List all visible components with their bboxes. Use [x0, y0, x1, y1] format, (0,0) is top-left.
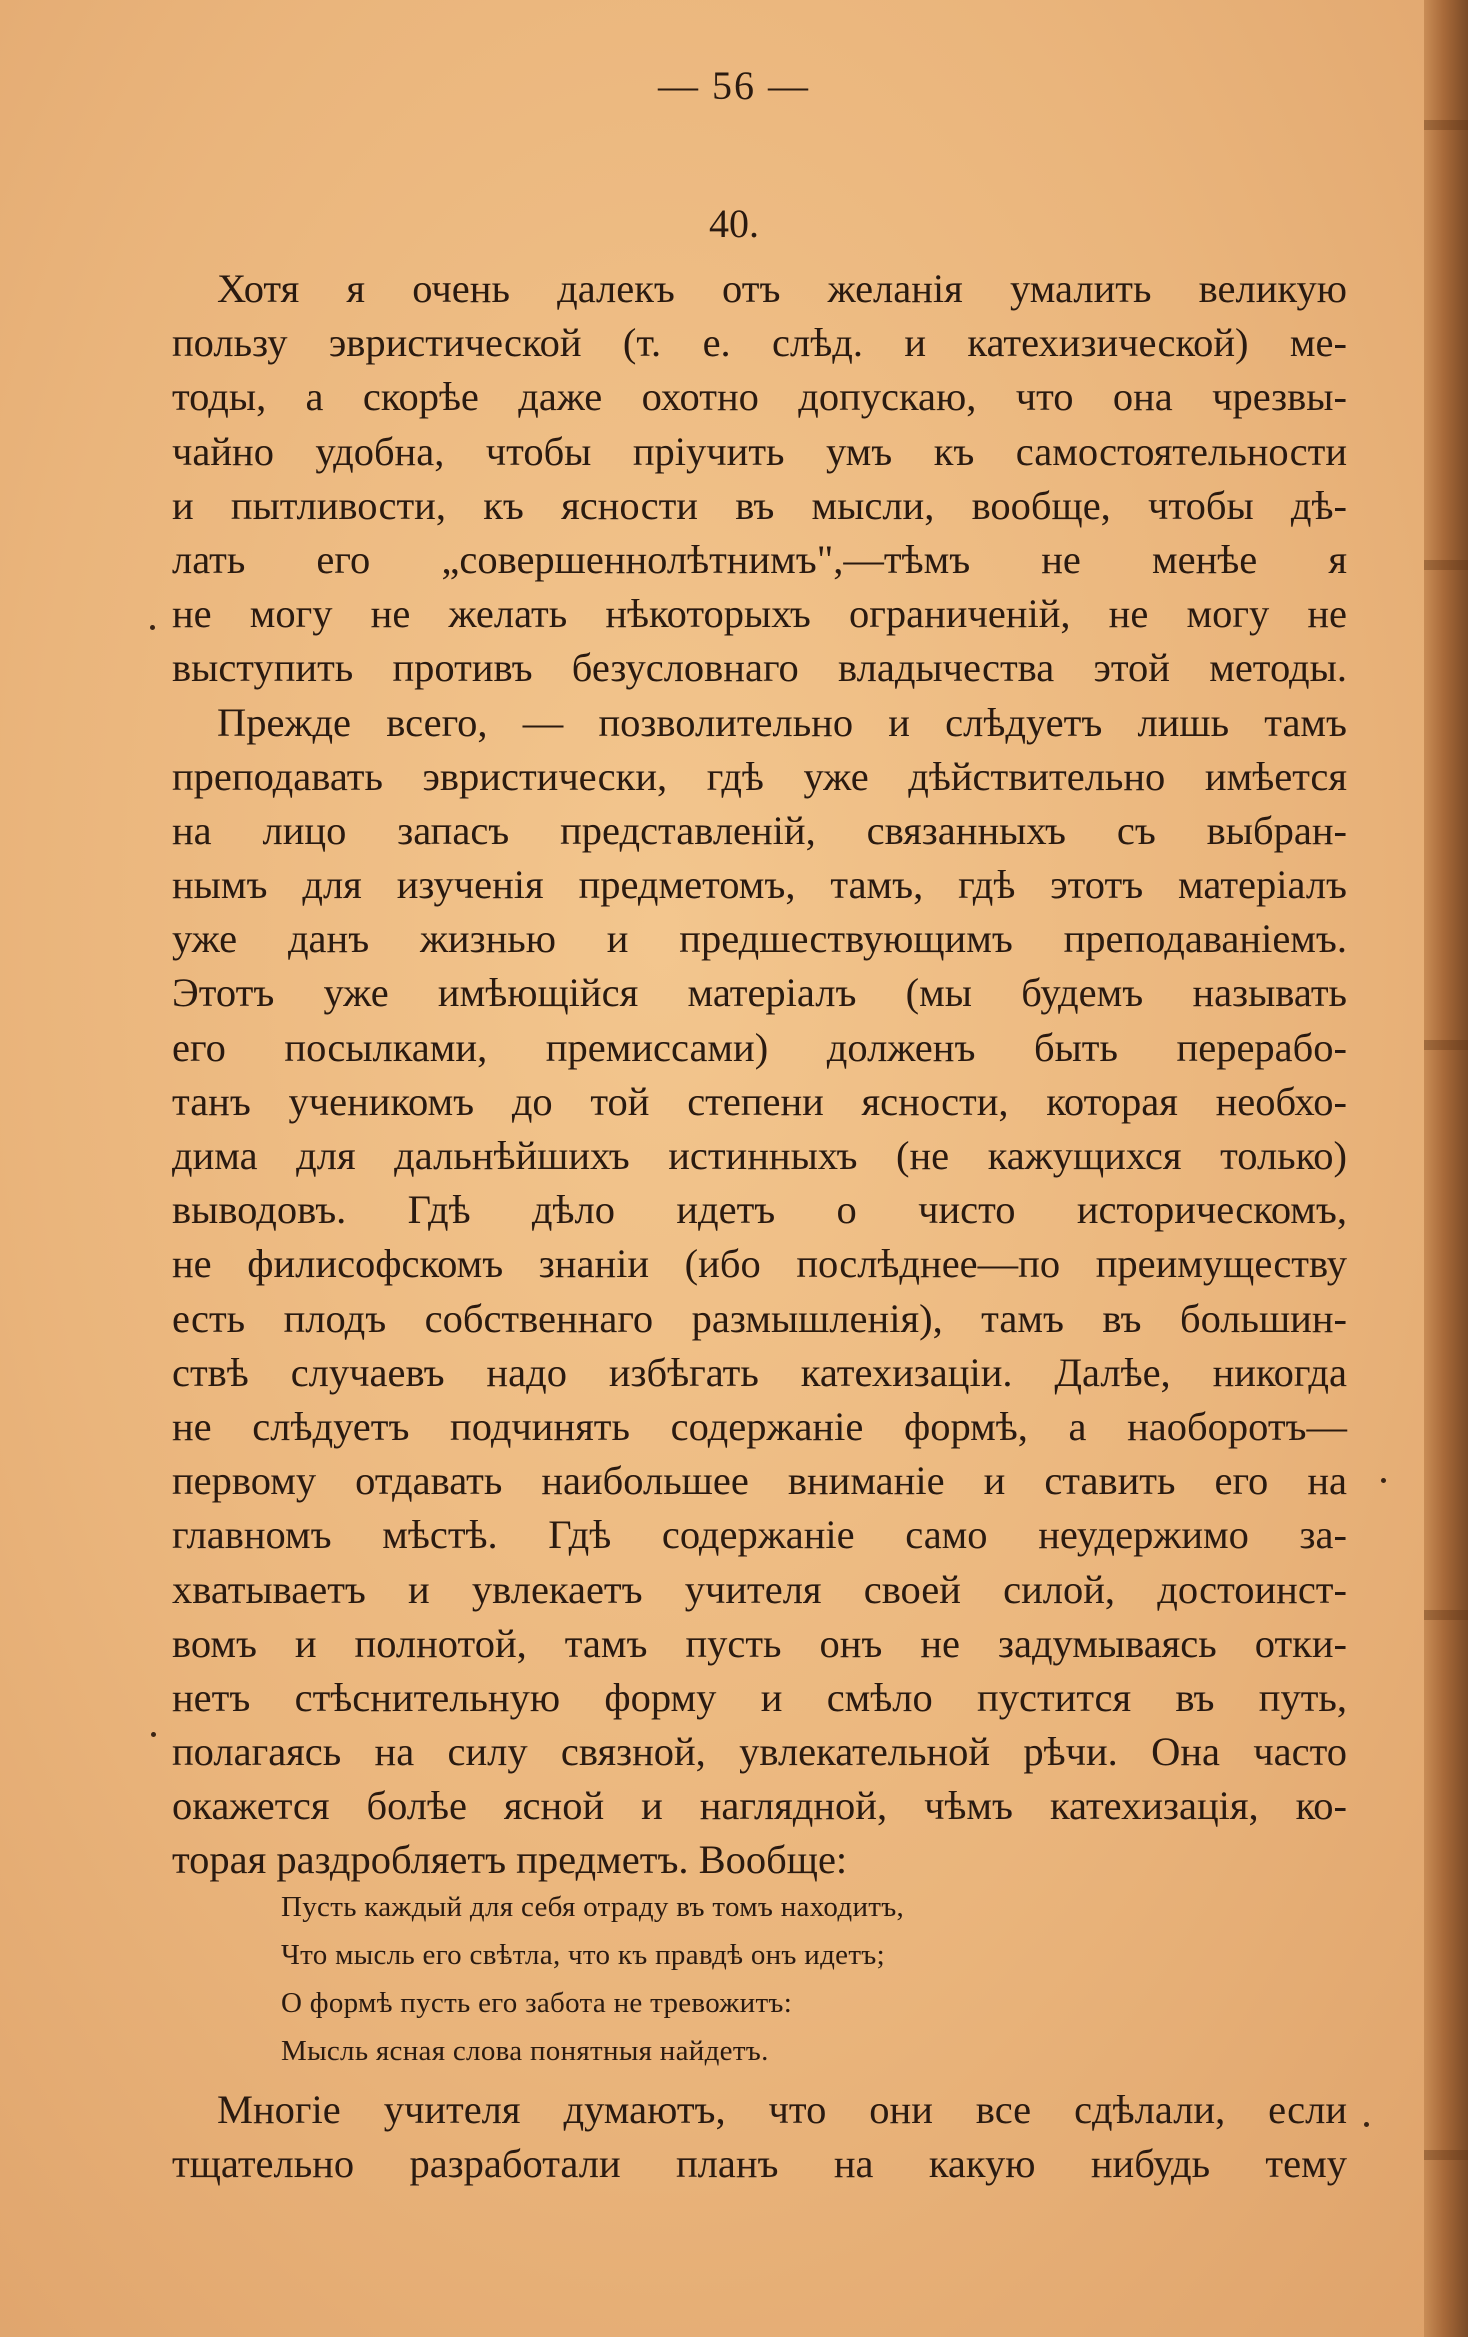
- text-line: ствѣ случаевъ надо избѣгать катехизаціи. Далѣе, никогда: [172, 1349, 1347, 1395]
- main-text: [172, 262, 1347, 1888]
- verse-line: Пусть каждый для себя отраду въ томъ находитъ,: [281, 1891, 905, 1923]
- ink-speck: [1381, 1478, 1386, 1483]
- edge-shadow: [1424, 1610, 1468, 1620]
- text-line: вомъ и полнотой, тамъ пусть онъ не задумываясь отки-: [172, 1620, 1347, 1666]
- text-line: главномъ мѣстѣ. Гдѣ содержаніе само неудержимо за-: [172, 1512, 1347, 1558]
- text-line: пользу эвристической (т. е. слѣд. и катехизической) ме-: [172, 320, 1347, 366]
- page-edge: [1424, 0, 1468, 2337]
- text-line: дима для дальнѣйшихъ истинныхъ (не кажущихся только): [172, 1133, 1347, 1178]
- text-line: полагаясь на силу связной, увлекательной рѣчи. Она часто: [172, 1729, 1347, 1775]
- section-number: 40.: [709, 201, 759, 246]
- ink-speck: [151, 1732, 156, 1737]
- text-line: торая раздробляетъ предметъ. Вообще:: [172, 1837, 848, 1883]
- verse-line: О формѣ пусть его забота не тревожитъ:: [281, 1987, 793, 2019]
- text-line: на лицо запасъ представленій, связанныхъ съ выбран-: [172, 807, 1347, 853]
- text-line: преподавать эвристически, гдѣ уже дѣйствительно имѣется: [172, 753, 1347, 799]
- paragraph-1: [172, 262, 1347, 696]
- text-line: выводовъ. Гдѣ дѣло идетъ о чисто историческомъ,: [172, 1187, 1347, 1233]
- text-line: его посылками, премиссами) долженъ быть перерабо-: [172, 1024, 1347, 1070]
- paragraph-3: [172, 2082, 1347, 2190]
- paragraph-2: [172, 696, 1347, 1888]
- verse-line: Что мысль его свѣтла, что къ правдѣ онъ идетъ;: [281, 1939, 885, 1971]
- text-line: хватываетъ и увлекаетъ учителя своей силой, достоинст-: [172, 1566, 1347, 1612]
- text-line: танъ ученикомъ до той степени ясности, которая необхо-: [172, 1078, 1347, 1124]
- ink-speck: [1364, 2122, 1369, 2127]
- text-line: не могу не желать нѣкоторыхъ ограниченій, не могу не: [172, 591, 1347, 637]
- text-line: Хотя я очень далекъ отъ желанія умалить великую: [217, 266, 1347, 311]
- text-line: первому отдавать наибольшее вниманіе и ставить его на: [172, 1458, 1347, 1504]
- edge-shadow: [1424, 1040, 1468, 1050]
- text-line: Прежде всего, — позволительно и слѣдуетъ лишь тамъ: [217, 699, 1347, 745]
- text-line: выступить противъ безусловнаго владычества этой методы.: [172, 645, 1347, 691]
- text-line: есть плодъ собственнаго размышленія), тамъ въ большин-: [172, 1295, 1347, 1341]
- edge-shadow: [1424, 2150, 1468, 2160]
- edge-shadow: [1424, 120, 1468, 130]
- text-line: нымъ для изученія предметомъ, тамъ, гдѣ этотъ матеріалъ: [172, 862, 1347, 908]
- text-line: лать его „совершеннолѣтнимъ",—тѣмъ не менѣе я: [172, 536, 1347, 582]
- text-line: нетъ стѣснительную форму и смѣло пустится въ путь,: [172, 1674, 1347, 1720]
- text-line: Этотъ уже имѣющійся матеріалъ (мы будемъ называть: [172, 970, 1347, 1016]
- text-line: Многіе учителя думаютъ, что они все сдѣлали, если: [217, 2087, 1347, 2132]
- page-number: — 56 —: [658, 63, 810, 108]
- text-line: и пытливости, къ ясности въ мысли, вообще, чтобы дѣ-: [172, 482, 1347, 528]
- text-line: окажется болѣе ясной и наглядной, чѣмъ катехизація, ко-: [172, 1783, 1347, 1829]
- verse-quote: [281, 1883, 904, 2075]
- edge-shadow: [1424, 560, 1468, 570]
- text-line: тщательно разработали планъ на какую нибудь тему: [172, 2141, 1347, 2187]
- text-line: чайно удобна, чтобы пріучить умъ къ самостоятельности: [172, 428, 1347, 474]
- text-line: тоды, а скорѣе даже охотно допускаю, что она чрезвы-: [172, 374, 1347, 420]
- text-line: не слѣдуетъ подчинять содержаніе формѣ, а наоборотъ—: [172, 1403, 1347, 1449]
- ink-speck: [150, 625, 155, 630]
- text-line: уже данъ жизнью и предшествующимъ преподаваніемъ.: [172, 916, 1347, 962]
- verse-line: Мысль ясная слова понятныя найдетъ.: [281, 2035, 769, 2067]
- text-line: не филисофскомъ знаніи (ибо послѣднее—по преимуществу: [172, 1241, 1347, 1287]
